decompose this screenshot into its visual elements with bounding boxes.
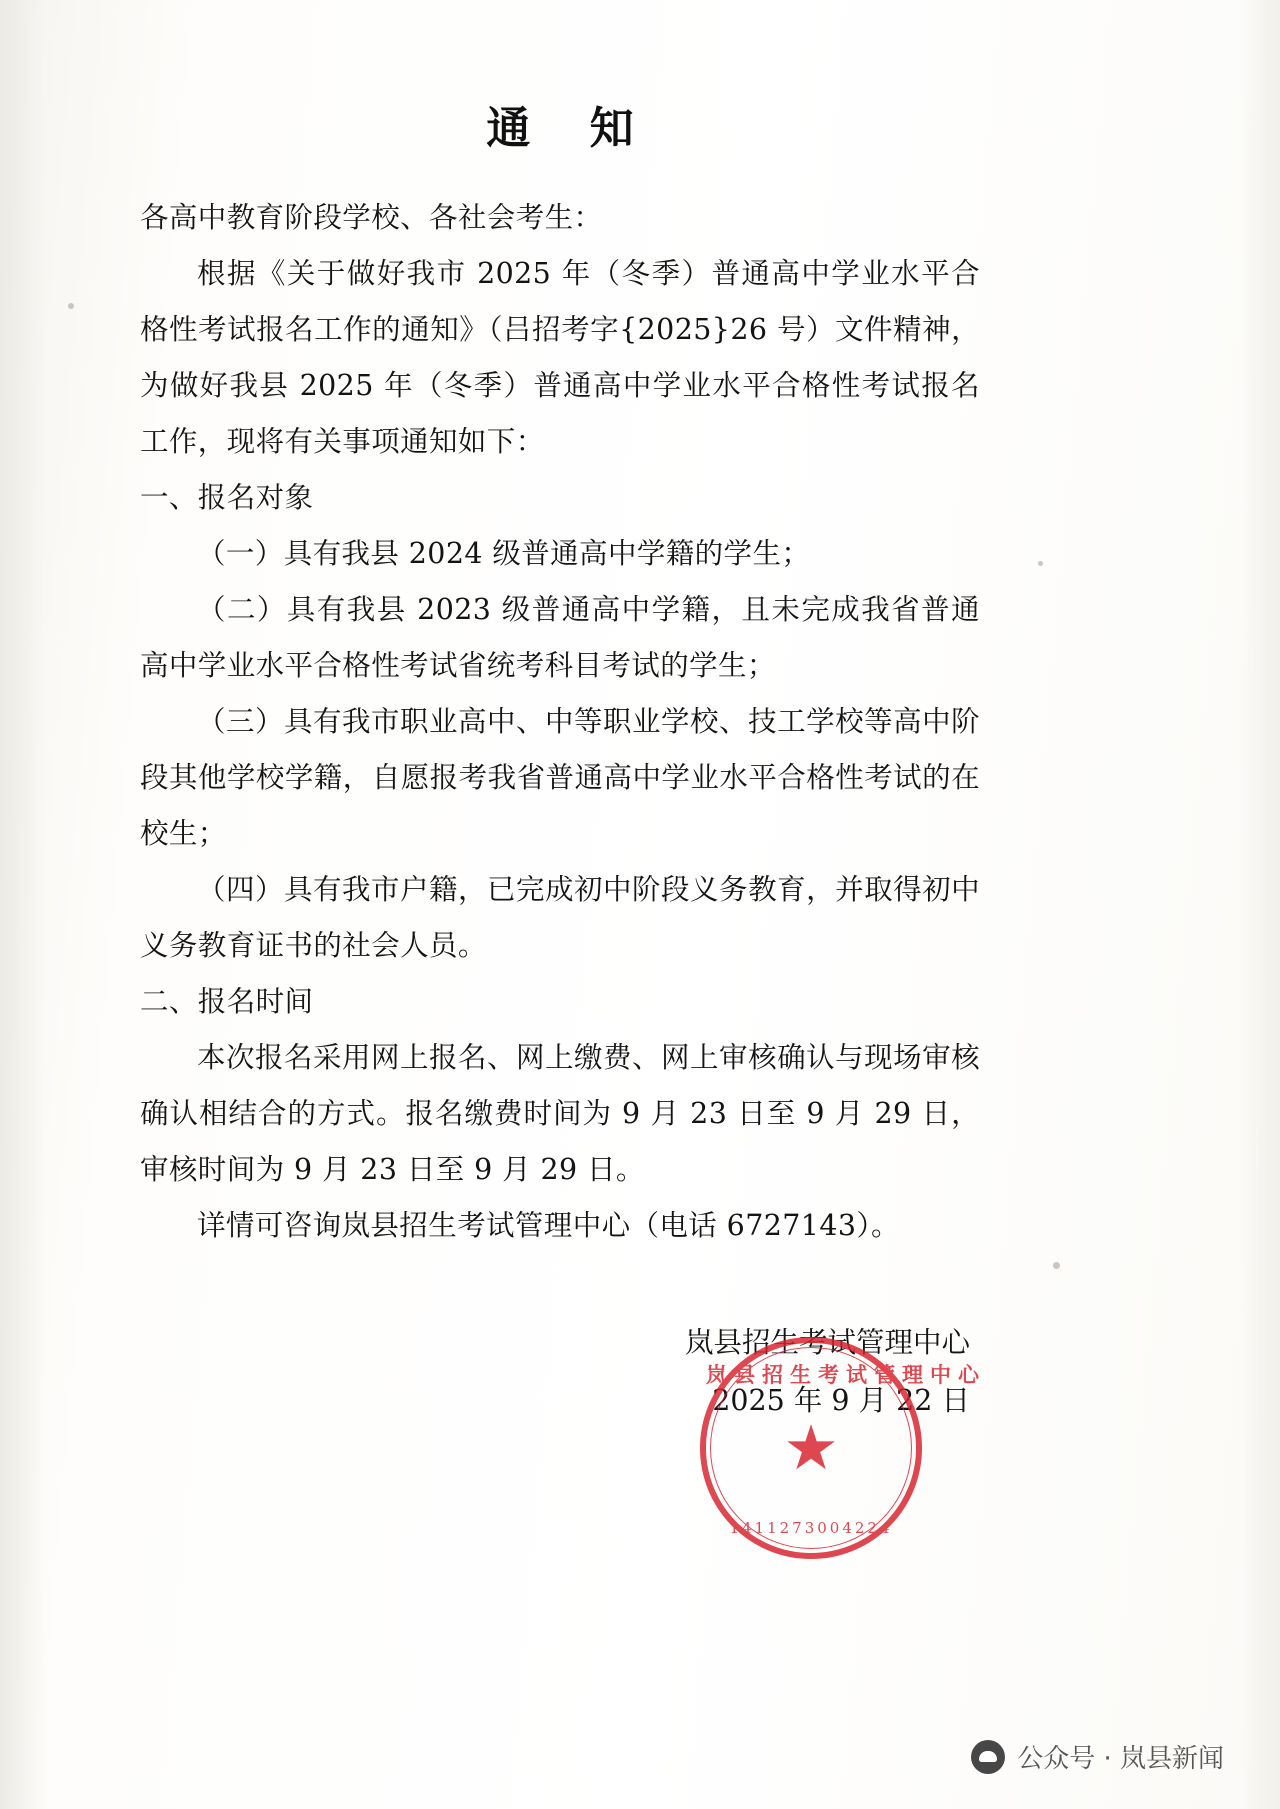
scan-speck [1038,561,1043,566]
list-item-2: （二）具有我县 2023 级普通高中学籍，且未完成我省普通高中学业水平合格性考试省统考科目考试的学生； [140,593,980,682]
paragraph-registration-time: 本次报名采用网上报名、网上缴费、网上审核确认与现场审核确认相结合的方式。报名缴费时间为 9 月 23 日至 9 月 29 日，审核时间为 9 月 23 日至 9 月 29 日。 [140,1041,980,1186]
page-title: 通 知 [486,103,656,154]
scan-speck [1053,1262,1060,1269]
scan-speck [68,303,74,309]
seal-top-text: 岚县招生考试管理中心 [706,1362,986,1387]
signature-block [140,1314,986,1430]
list-item-1: （一）具有我县 2024 级普通高中学籍的学生； [197,537,811,570]
signature-date: 2025 年 9 月 22 日 [712,1384,970,1417]
section-heading-registration-targets: 一、报名对象 [140,481,314,514]
watermark [971,1738,1224,1775]
paragraph-salutation: 各高中教育阶段学校、各社会考生： [140,201,603,234]
document-body [140,0,986,1430]
wechat-official-account-icon [971,1740,1005,1774]
seal-star-icon: ★ [783,1411,839,1484]
list-item-3: （三）具有我市职业高中、中等职业学校、技工学校等高中阶段其他学校学籍，自愿报考我省普通高中学业水平合格性考试的在校生； [140,705,980,850]
paragraph-intro: 根据《关于做好我市 2025 年（冬季）普通高中学业水平合格性考试报名工作的通知》（吕招考字{2025}26 号）文件精神，为做好我县 2025 年（冬季）普通高中学业水平合格性考试报名工作，现将有关事项通知如下： [140,257,980,458]
watermark-text: 公众号 · 岚县新闻 [1017,1744,1224,1774]
section-heading-registration-time: 二、报名时间 [140,985,314,1018]
signature-organization: 岚县招生考试管理中心 [684,1326,970,1359]
seal-bottom-text: 1411273004224 [729,1519,893,1537]
list-item-4: （四）具有我市户籍，已完成初中阶段义务教育，并取得初中义务教育证书的社会人员。 [140,873,980,962]
paragraph-contact: 详情可咨询岚县招生考试管理中心（电话 6727143）。 [197,1209,900,1242]
